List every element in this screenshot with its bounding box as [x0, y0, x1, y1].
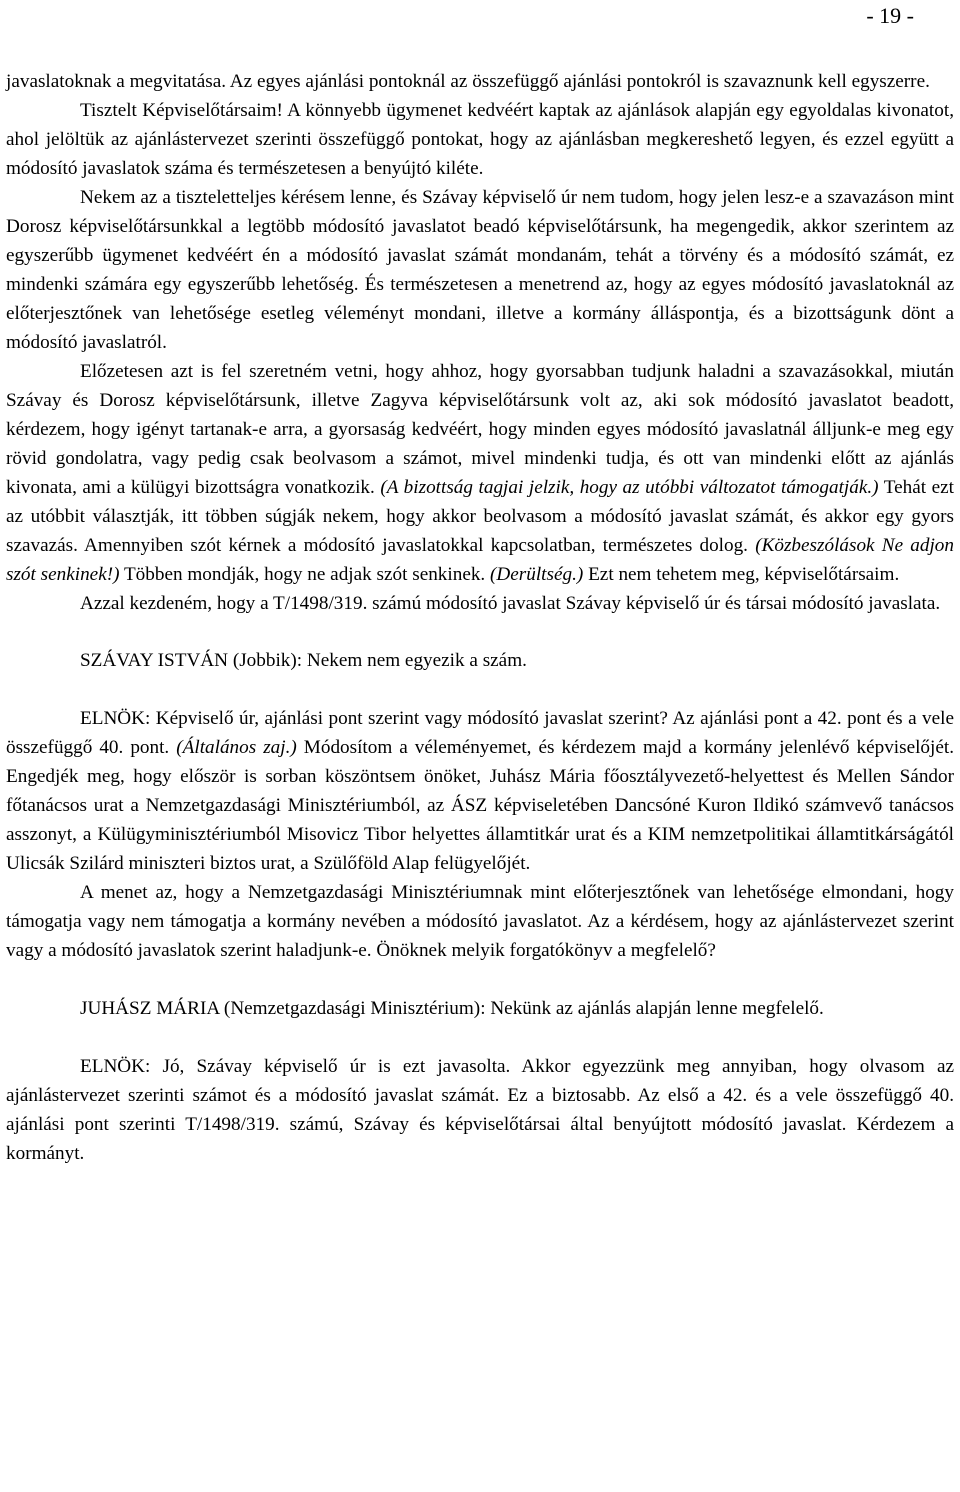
text-span: Előzetesen azt is fel szeretném vetni, hogy ahhoz, hogy gyorsabban tudjunk haladni a szavazásokkal, miután Szávay és Dorosz képviselőtársunk, illetve Zagyva képviselőtársunk volt az, aki sok módosító javaslatot beadott, kérdezem, hogy igényt tartanak-e arra, a gyorsaság kedvéért, hogy minden egyes módosító javaslatnál álljunk-e meg egy rövid gondolatra, vagy pedig csak beolvasom a számot, mivel mindenki tudja, és ott van mindenki előtt az ajánlás kivonata, ami a külügyi bizottságra vonatkozik. — [6, 361, 954, 498]
page-number: - 19 - — [866, 3, 914, 28]
paragraph: Nekem az a tiszteletteljes kérésem lenne, és Szávay képviselő úr nem tudom, hogy jelen lesz-e a szavazáson mint Dorosz képviselőtársunkkal a legtöbb módosító javaslatot beadó képviselőtársunk, ha megengedik, akkor szerintem az egyszerűbb ügymenet kedvéért én a módosító javaslat számát mondanám, tehát a törvény és a módosító számát, ez mindenki számára egy egyszerűbb lehetőség. És természetesen a menetrend az, hogy az egyes módosító javaslatoknál az előterjesztőnek van lehetősége esetleg véleményt mondani, illetve a kormány álláspontja, és a bizottságunk dönt a módosító javaslatról. — [6, 187, 954, 353]
text-span: Módosítom a véleményemet, és kérdezem majd a kormány jelenlévő képviselőjét. Engedjék meg, hogy először is sorban köszöntsem önöket, Juhász Mária főosztályvezető-helyettest és Mellen Sándor főtanácsos urat a Nemzetgazdasági Minisztériumból, az ÁSZ képviseletében Dancsóné Kuron Ildikó számvevő tanácsos asszonyt, a Külügyminisztériumból Misovicz Tibor helyettes államtitkár urat és a KIM nemzetpolitikai államtitkárságától Ulicsák Szilárd miniszteri biztos urat, a Szülőföld Alap felügyelőjét. — [6, 737, 954, 874]
stage-direction: (Derültség.) — [490, 564, 584, 585]
stage-direction: (Közbeszólások Ne adjon szót senkinek!) — [6, 535, 954, 585]
text-span: Többen mondják, hogy ne adjak szót senkinek. — [119, 564, 491, 585]
paragraph: Tisztelt Képviselőtársaim! A könnyebb ügymenet kedvéért kaptak az ajánlások alapján egy egyoldalas kivonatot, ahol jelöltük az ajánlástervezet szerinti összefüggő pontokat, hogy az ajánlásban megkereshető legyen, és ezzel együtt a módosító javaslatok száma és természetesen a benyújtó kiléte. — [6, 100, 954, 179]
speaker-paragraph: SZÁVAY ISTVÁN (Jobbik): Nekem nem egyezik a szám. — [80, 650, 527, 671]
paragraph: javaslatoknak a megvitatása. Az egyes ajánlási pontoknál az összefüggő ajánlási pontokról is szavaznunk kell egyszerre. — [6, 71, 930, 92]
speaker-paragraph: JUHÁSZ MÁRIA (Nemzetgazdasági Minisztérium): Nekünk az ajánlás alapján lenne megfelelő. — [80, 998, 824, 1019]
spacer — [6, 1023, 954, 1052]
speaker-paragraph — [6, 704, 954, 878]
document-body — [6, 67, 954, 1168]
stage-direction: (A bizottság tagjai jelzik, hogy az utóbbi változatot támogatják.) — [380, 477, 879, 498]
paragraph — [6, 357, 954, 589]
stage-direction: (Általános zaj.) — [176, 737, 297, 758]
spacer — [6, 618, 954, 646]
text-span: Tehát ezt az utóbbit választják, itt többen súgják nekem, hogy akkor beolvasom a módosító javaslat számát, és akkor egy gyors szavazás. Amennyiben szót kérnek a módosító javaslatokkal kapcsolatban, természetes dolog. — [6, 477, 954, 556]
spacer — [6, 965, 954, 994]
text-span: ELNÖK: Képviselő úr, ajánlási pont szerint vagy módosító javaslat szerint? Az ajánlási pont a 42. pont és a vele összefüggő 40. pont. — [6, 708, 954, 758]
paragraph: Azzal kezdeném, hogy a T/1498/319. számú módosító javaslat Szávay képviselő úr és társai módosító javaslata. — [80, 593, 941, 614]
spacer — [6, 675, 954, 704]
text-span: Ezt nem tehetem meg, képviselőtársaim. — [583, 564, 900, 585]
paragraph: A menet az, hogy a Nemzetgazdasági Minisztériumnak mint előterjesztőnek van lehetősége elmondani, hogy támogatja vagy nem támogatja a kormány nevében a módosító javaslatot. Az a kérdésem, hogy az ajánlástervezet szerint vagy a módosító javaslatok szerint haladjunk-e. Önöknek melyik forgatókönyv a megfelelő? — [6, 882, 954, 961]
speaker-paragraph: ELNÖK: Jó, Szávay képviselő úr is ezt javasolta. Akkor egyezzünk meg annyiban, hogy olvasom az ajánlástervezet szerinti számot és a módosító javaslat számát. Ez a biztosabb. Az első a 42. és a vele összefüggő 40. ajánlási pont szerinti T/1498/319. számú, Szávay és képviselőtársai által benyújtott módosító javaslat. Kérdezem a kormányt. — [6, 1056, 954, 1164]
